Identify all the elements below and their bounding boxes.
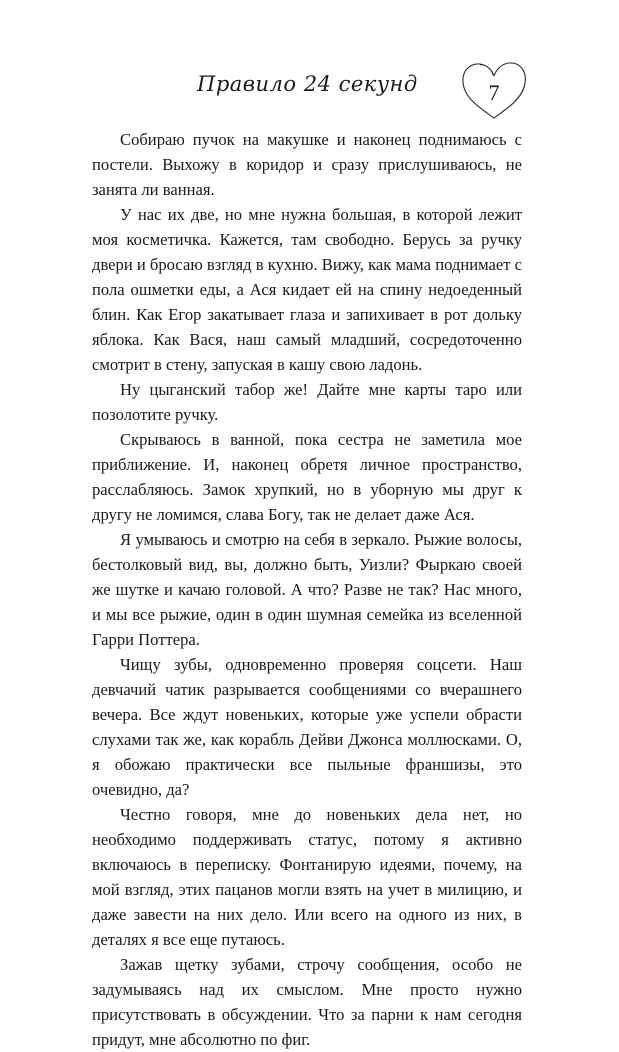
running-title: Правило 24 секунд (197, 72, 418, 96)
paragraph: Я умываюсь и смотрю на себя в зеркало. Рыжие волосы, бестолковый вид, вы, должно быть, Уизли? Фыркаю своей же шутке и качаю головой. А что? Разве не так? Нас много, и мы все рыжие, один в один шумная семейка из вселенной Гарри Поттера. (92, 530, 522, 649)
paragraph: Честно говоря, мне до новеньких дела нет, но необходимо поддерживать статус, потому я активно включаюсь в переписку. Фонтанирую идеями, почему, на мой взгляд, этих пацанов могли взять на учет в милицию, и даже завести на них дело. Или всего на одного из них, в деталях я все еще путаюсь. (92, 805, 522, 949)
paragraph: Зажав щетку зубами, строчу сообщения, особо не задумываясь над их смыслом. Мне просто нужно присутствовать в обсуждении. Что за парни к нам сегодня придут, мне абсолютно по фиг. (92, 955, 522, 1049)
page-number-badge (458, 58, 530, 122)
page-header (0, 0, 619, 120)
paragraph: Собираю пучок на макушке и наконец поднимаюсь с постели. Выхожу в коридор и сразу прислушиваюсь, не занята ли ванная. (92, 130, 522, 199)
page-number: 7 (488, 80, 500, 105)
paragraph: Скрываюсь в ванной, пока сестра не заметила мое приближение. И, наконец обретя личное пространство, расслабляюсь. Замок хрупкий, но в уборную мы друг к другу не ломимся, слава Богу, так не делает даже Ася. (92, 430, 522, 524)
body-text (92, 127, 522, 1052)
paragraph: Ну цыганский табор же! Дайте мне карты таро или позолотите ручку. (92, 380, 522, 424)
paragraph: Чищу зубы, одновременно проверяя соцсети. Наш девчачий чатик разрывается сообщениями со вчерашнего вечера. Все ждут новеньких, которые уже успели обрасти слухами так же, как корабль Дейви Джонса моллюсками. О, я обожаю практически все пыльные франшизы, это очевидно, да? (92, 655, 522, 799)
paragraph: У нас их две, но мне нужна большая, в которой лежит моя косметичка. Кажется, там свободно. Берусь за ручку двери и бросаю взгляд в кухню. Вижу, как мама поднимает с пола ошметки еды, а Ася кидает ей на спину недоеденный блин. Как Егор закатывает глаза и запихивает в рот дольку яблока. Как Вася, наш самый младший, сосредоточенно смотрит в стену, запуская в кашу свою ладонь. (92, 205, 522, 374)
